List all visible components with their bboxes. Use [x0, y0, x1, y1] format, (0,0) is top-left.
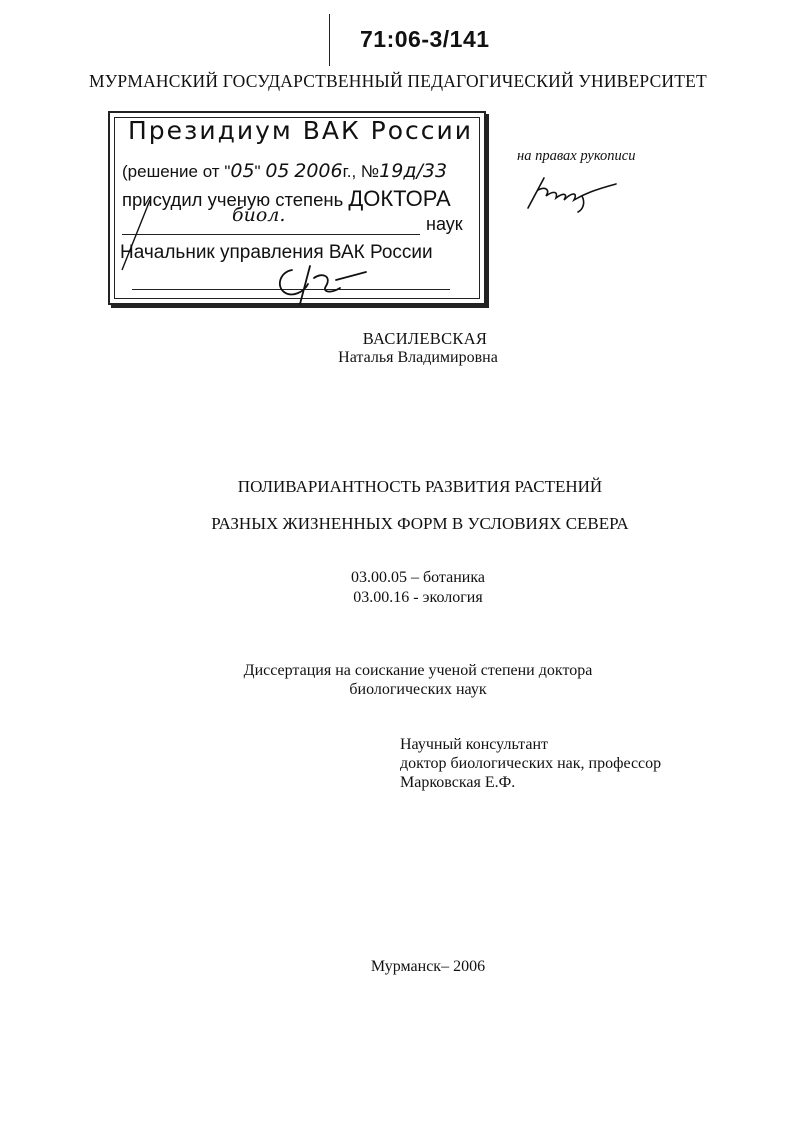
- stamp-decision-day: 05: [230, 160, 255, 182]
- margin-line: [329, 14, 330, 66]
- author-given-name: Наталья Владимировна: [338, 349, 498, 366]
- city-year: Мурманск– 2006: [370, 958, 486, 975]
- stamp-decision-sep: ": [254, 162, 261, 181]
- stamp-awarded-prefix: присудил ученую степень: [122, 189, 344, 210]
- stamp-decision-number: 19д/33: [379, 160, 448, 182]
- dissertation-degree-line-2: биологических наук: [349, 681, 487, 698]
- consultant-name: Марковская Е.Ф.: [400, 774, 516, 791]
- stamp-decision-year-suffix: г., №: [342, 162, 380, 181]
- stamp-field-suffix: наук: [426, 214, 463, 234]
- stamp-signature: [270, 258, 390, 308]
- stamp-field-handwritten: биол.: [232, 204, 286, 226]
- author-signature: [524, 170, 624, 214]
- stamp-title: Президиум ВАК России: [128, 116, 474, 145]
- stamp-decision-prefix: (решение от ": [122, 162, 231, 181]
- stamp-chief-label: Начальник управления ВАК России: [120, 242, 433, 263]
- stamp-awarded: [122, 186, 451, 212]
- dissertation-degree-line-1: Диссертация на соискание ученой степени доктора: [243, 662, 593, 679]
- consultant-degree: доктор биологических нак, профессор: [400, 755, 662, 772]
- specialty-code-1: 03.00.05 – ботаника: [351, 569, 485, 586]
- stamp-degree: ДОКТОРА: [348, 186, 451, 211]
- stamp-decision-year: 2006: [294, 160, 343, 182]
- stamp-check-mark: [116, 196, 156, 276]
- consultant-label: Научный консультант: [400, 736, 548, 753]
- specialty-code-2: 03.00.16 - экология: [353, 589, 483, 606]
- dissertation-title-line-2: РАЗНЫХ ЖИЗНЕННЫХ ФОРМ В УСЛОВИЯХ СЕВЕРА: [211, 514, 629, 533]
- stamp-decision-month: 05: [265, 160, 290, 182]
- stamp-field: [122, 204, 472, 235]
- university-name: МУРМАНСКИЙ ГОСУДАРСТВЕННЫЙ ПЕДАГОГИЧЕСКИЙ УНИВЕРСИТЕТ: [89, 71, 707, 91]
- author-surname: ВАСИЛЕВСКАЯ: [362, 329, 488, 348]
- archive-code: 71:06-3/141: [360, 26, 490, 52]
- stamp-decision: [122, 160, 447, 182]
- manuscript-note: на правах рукописи: [517, 148, 636, 164]
- dissertation-title-line-1: ПОЛИВАРИАНТНОСТЬ РАЗВИТИЯ РАСТЕНИЙ: [237, 477, 603, 496]
- stamp-field-blank: [122, 204, 420, 235]
